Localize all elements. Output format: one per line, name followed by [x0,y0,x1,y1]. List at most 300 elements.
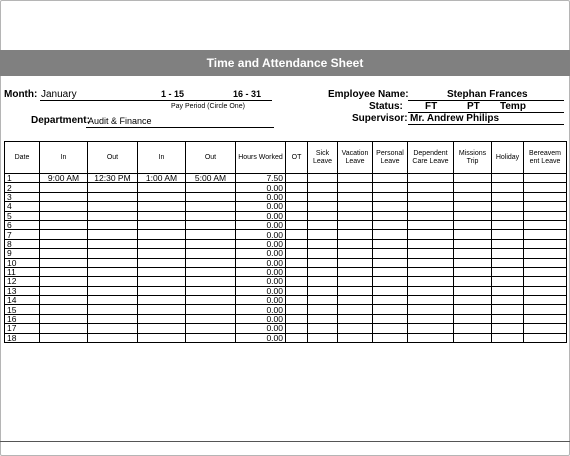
cell-out-1[interactable] [88,258,138,267]
table-row [5,174,567,183]
column-header-personal-leave: Personal Leave [373,142,408,174]
cell-hours-worked[interactable]: 0.00 [236,239,286,248]
cell-ot[interactable] [286,220,308,229]
cell-personal-leave[interactable] [373,333,408,342]
cell-missions-trip[interactable] [454,277,492,286]
cell-personal-leave[interactable] [373,267,408,276]
cell-missions-trip[interactable] [454,239,492,248]
cell-date[interactable]: 7 [5,230,40,239]
table-row [5,220,567,229]
cell-dependent-care-leave[interactable] [408,174,454,183]
cell-out-2[interactable] [186,333,236,342]
cell-out-2[interactable] [186,211,236,220]
cell-ot[interactable] [286,183,308,192]
cell-bereavement-leave[interactable] [524,230,567,239]
cell-vacation-leave[interactable] [338,220,373,229]
cell-missions-trip[interactable] [454,211,492,220]
cell-in-2[interactable] [138,314,186,323]
cell-date[interactable]: 15 [5,305,40,314]
cell-sick-leave[interactable] [308,174,338,183]
cell-date[interactable]: 10 [5,258,40,267]
cell-holiday[interactable] [492,258,524,267]
bottom-rule [0,441,570,442]
cell-vacation-leave[interactable] [338,324,373,333]
cell-date[interactable]: 11 [5,267,40,276]
cell-personal-leave[interactable] [373,183,408,192]
cell-bereavement-leave[interactable] [524,286,567,295]
cell-dependent-care-leave[interactable] [408,192,454,201]
cell-personal-leave[interactable] [373,202,408,211]
cell-hours-worked[interactable]: 0.00 [236,296,286,305]
employee-name-label: Employee Name: [328,89,409,100]
cell-ot[interactable] [286,277,308,286]
cell-out-2[interactable] [186,286,236,295]
cell-missions-trip[interactable] [454,333,492,342]
cell-ot[interactable] [286,258,308,267]
cell-hours-worked[interactable]: 0.00 [236,192,286,201]
cell-holiday[interactable] [492,174,524,183]
cell-out-1[interactable] [88,333,138,342]
department-label: Department: [31,115,90,126]
pay-period-note: Pay Period (Circle One) [171,103,245,110]
cell-missions-trip[interactable] [454,305,492,314]
cell-out-2[interactable] [186,258,236,267]
cell-holiday[interactable] [492,324,524,333]
cell-missions-trip[interactable] [454,183,492,192]
cell-bereavement-leave[interactable] [524,192,567,201]
cell-in-2[interactable] [138,324,186,333]
cell-hours-worked[interactable]: 0.00 [236,230,286,239]
cell-hours-worked[interactable]: 0.00 [236,324,286,333]
cell-in-1[interactable] [40,267,88,276]
cell-date[interactable]: 8 [5,239,40,248]
cell-date[interactable]: 5 [5,211,40,220]
cell-hours-worked[interactable]: 0.00 [236,333,286,342]
cell-out-1[interactable] [88,183,138,192]
cell-bereavement-leave[interactable] [524,305,567,314]
cell-in-2[interactable] [138,258,186,267]
cell-date[interactable]: 1 [5,174,40,183]
cell-in-2[interactable] [138,286,186,295]
cell-dependent-care-leave[interactable] [408,286,454,295]
cell-ot[interactable] [286,202,308,211]
department-value[interactable]: Audit & Finance [88,116,152,126]
cell-in-2[interactable] [138,296,186,305]
cell-out-1[interactable] [88,220,138,229]
cell-holiday[interactable] [492,202,524,211]
cell-ot[interactable] [286,230,308,239]
supervisor-label: Supervisor: [352,113,408,124]
cell-sick-leave[interactable] [308,296,338,305]
cell-date[interactable]: 14 [5,296,40,305]
table-row [5,305,567,314]
cell-ot[interactable] [286,267,308,276]
cell-holiday[interactable] [492,192,524,201]
table-row [5,230,567,239]
cell-out-2[interactable] [186,183,236,192]
cell-in-1[interactable] [40,220,88,229]
cell-sick-leave[interactable] [308,202,338,211]
cell-personal-leave[interactable] [373,220,408,229]
cell-ot[interactable] [286,324,308,333]
table-row [5,324,567,333]
table-row [5,333,567,342]
cell-holiday[interactable] [492,239,524,248]
table-row [5,192,567,201]
cell-in-2[interactable]: 1:00 AM [138,174,186,183]
cell-out-2[interactable] [186,277,236,286]
cell-in-1[interactable] [40,239,88,248]
cell-dependent-care-leave[interactable] [408,230,454,239]
cell-bereavement-leave[interactable] [524,202,567,211]
cell-holiday[interactable] [492,267,524,276]
cell-hours-worked[interactable]: 0.00 [236,305,286,314]
cell-holiday[interactable] [492,249,524,258]
column-header-in-1: In [40,142,88,174]
cell-vacation-leave[interactable] [338,211,373,220]
cell-out-1[interactable] [88,211,138,220]
cell-personal-leave[interactable] [373,230,408,239]
cell-ot[interactable] [286,305,308,314]
cell-in-1[interactable] [40,286,88,295]
cell-holiday[interactable] [492,314,524,323]
cell-in-1[interactable] [40,192,88,201]
cell-vacation-leave[interactable] [338,192,373,201]
cell-missions-trip[interactable] [454,249,492,258]
cell-out-2[interactable] [186,192,236,201]
cell-out-1[interactable] [88,314,138,323]
cell-vacation-leave[interactable] [338,314,373,323]
column-header-holiday: Holiday [492,142,524,174]
sheet-title: Time and Attendance Sheet [206,56,364,70]
cell-out-2[interactable] [186,239,236,248]
cell-dependent-care-leave[interactable] [408,183,454,192]
cell-vacation-leave[interactable] [338,305,373,314]
cell-ot[interactable] [286,211,308,220]
cell-sick-leave[interactable] [308,192,338,201]
cell-sick-leave[interactable] [308,239,338,248]
cell-personal-leave[interactable] [373,174,408,183]
cell-in-2[interactable] [138,333,186,342]
cell-in-1[interactable]: 9:00 AM [40,174,88,183]
cell-missions-trip[interactable] [454,314,492,323]
cell-date[interactable]: 18 [5,333,40,342]
cell-holiday[interactable] [492,305,524,314]
cell-out-2[interactable] [186,220,236,229]
cell-out-1[interactable] [88,239,138,248]
cell-in-2[interactable] [138,220,186,229]
cell-out-2[interactable] [186,230,236,239]
column-header-ot: OT [286,142,308,174]
cell-sick-leave[interactable] [308,258,338,267]
column-header-bereavement-leave: Bereavem ent Leave [524,142,567,174]
sheet-title-bar [0,50,570,76]
cell-date[interactable]: 3 [5,192,40,201]
cell-hours-worked[interactable]: 0.00 [236,277,286,286]
cell-missions-trip[interactable] [454,202,492,211]
cell-ot[interactable] [286,249,308,258]
cell-date[interactable]: 4 [5,202,40,211]
cell-vacation-leave[interactable] [338,333,373,342]
column-header-sick-leave: Sick Leave [308,142,338,174]
cell-in-2[interactable] [138,277,186,286]
cell-dependent-care-leave[interactable] [408,296,454,305]
cell-holiday[interactable] [492,183,524,192]
cell-dependent-care-leave[interactable] [408,324,454,333]
cell-holiday[interactable] [492,230,524,239]
cell-in-1[interactable] [40,258,88,267]
cell-out-1[interactable] [88,230,138,239]
table-row [5,183,567,192]
cell-in-1[interactable] [40,202,88,211]
cell-hours-worked[interactable]: 0.00 [236,211,286,220]
cell-in-2[interactable] [138,239,186,248]
cell-date[interactable]: 2 [5,183,40,192]
cell-vacation-leave[interactable] [338,183,373,192]
cell-vacation-leave[interactable] [338,249,373,258]
cell-dependent-care-leave[interactable] [408,258,454,267]
cell-in-2[interactable] [138,192,186,201]
cell-out-2[interactable] [186,324,236,333]
table-row [5,314,567,323]
cell-holiday[interactable] [492,211,524,220]
supervisor-value[interactable]: Mr. Andrew Philips [410,113,500,124]
cell-bereavement-leave[interactable] [524,211,567,220]
cell-dependent-care-leave[interactable] [408,239,454,248]
cell-personal-leave[interactable] [373,211,408,220]
cell-sick-leave[interactable] [308,211,338,220]
cell-hours-worked[interactable]: 0.00 [236,202,286,211]
cell-out-2[interactable] [186,305,236,314]
cell-bereavement-leave[interactable] [524,333,567,342]
cell-sick-leave[interactable] [308,277,338,286]
cell-in-2[interactable] [138,202,186,211]
cell-out-1[interactable] [88,202,138,211]
cell-out-1[interactable] [88,277,138,286]
column-header-in-2: In [138,142,186,174]
cell-hours-worked[interactable]: 7.50 [236,174,286,183]
cell-missions-trip[interactable] [454,220,492,229]
cell-in-1[interactable] [40,183,88,192]
cell-out-1[interactable] [88,249,138,258]
cell-dependent-care-leave[interactable] [408,249,454,258]
cell-holiday[interactable] [492,277,524,286]
cell-missions-trip[interactable] [454,267,492,276]
cell-vacation-leave[interactable] [338,202,373,211]
cell-ot[interactable] [286,286,308,295]
cell-out-2[interactable] [186,296,236,305]
cell-bereavement-leave[interactable] [524,324,567,333]
cell-sick-leave[interactable] [308,230,338,239]
cell-holiday[interactable] [492,333,524,342]
cell-dependent-care-leave[interactable] [408,277,454,286]
cell-hours-worked[interactable]: 0.00 [236,258,286,267]
cell-in-1[interactable] [40,324,88,333]
table-row [5,249,567,258]
month-value[interactable]: January [41,89,77,100]
cell-missions-trip[interactable] [454,324,492,333]
cell-personal-leave[interactable] [373,258,408,267]
cell-sick-leave[interactable] [308,333,338,342]
cell-bereavement-leave[interactable] [524,314,567,323]
cell-in-1[interactable] [40,230,88,239]
cell-bereavement-leave[interactable] [524,277,567,286]
cell-bereavement-leave[interactable] [524,239,567,248]
cell-sick-leave[interactable] [308,183,338,192]
cell-hours-worked[interactable]: 0.00 [236,267,286,276]
cell-personal-leave[interactable] [373,296,408,305]
cell-date[interactable]: 17 [5,324,40,333]
status-temp-option[interactable]: Temp [500,101,526,112]
pay-period-second-half[interactable]: 16 - 31 [233,89,262,99]
cell-sick-leave[interactable] [308,305,338,314]
cell-missions-trip[interactable] [454,258,492,267]
cell-out-1[interactable] [88,305,138,314]
cell-in-2[interactable] [138,305,186,314]
cell-vacation-leave[interactable] [338,296,373,305]
cell-hours-worked[interactable]: 0.00 [236,249,286,258]
cell-out-2[interactable] [186,314,236,323]
cell-out-1[interactable] [88,286,138,295]
supervisor-underline [408,124,564,125]
cell-personal-leave[interactable] [373,324,408,333]
cell-bereavement-leave[interactable] [524,183,567,192]
status-ft-option[interactable]: FT [425,101,438,112]
table-row [5,211,567,220]
cell-holiday[interactable] [492,286,524,295]
cell-out-2[interactable] [186,202,236,211]
cell-ot[interactable] [286,333,308,342]
cell-hours-worked[interactable]: 0.00 [236,183,286,192]
cell-out-2[interactable]: 5:00 AM [186,174,236,183]
cell-hours-worked[interactable]: 0.00 [236,220,286,229]
cell-in-1[interactable] [40,305,88,314]
cell-hours-worked[interactable]: 0.00 [236,286,286,295]
cell-in-1[interactable] [40,314,88,323]
cell-vacation-leave[interactable] [338,277,373,286]
cell-vacation-leave[interactable] [338,174,373,183]
cell-bereavement-leave[interactable] [524,267,567,276]
cell-missions-trip[interactable] [454,296,492,305]
column-header-vacation-leave: Vacation Leave [338,142,373,174]
status-label: Status: [369,101,403,112]
cell-missions-trip[interactable] [454,192,492,201]
cell-hours-worked[interactable]: 0.00 [236,314,286,323]
cell-personal-leave[interactable] [373,277,408,286]
table-row [5,286,567,295]
cell-date[interactable]: 13 [5,286,40,295]
cell-out-1[interactable] [88,267,138,276]
cell-out-1[interactable] [88,324,138,333]
cell-vacation-leave[interactable] [338,258,373,267]
cell-date[interactable]: 6 [5,220,40,229]
column-header-hours-worked: Hours Worked [236,142,286,174]
cell-in-1[interactable] [40,296,88,305]
cell-dependent-care-leave[interactable] [408,202,454,211]
table-row [5,202,567,211]
cell-in-2[interactable] [138,267,186,276]
cell-missions-trip[interactable] [454,230,492,239]
cell-out-2[interactable] [186,249,236,258]
cell-in-1[interactable] [40,333,88,342]
cell-vacation-leave[interactable] [338,239,373,248]
cell-bereavement-leave[interactable] [524,174,567,183]
cell-dependent-care-leave[interactable] [408,220,454,229]
department-underline [86,127,274,128]
cell-ot[interactable] [286,192,308,201]
cell-vacation-leave[interactable] [338,286,373,295]
cell-vacation-leave[interactable] [338,267,373,276]
cell-out-1[interactable] [88,192,138,201]
cell-sick-leave[interactable] [308,314,338,323]
cell-sick-leave[interactable] [308,249,338,258]
table-header-row [5,142,567,174]
cell-personal-leave[interactable] [373,286,408,295]
cell-personal-leave[interactable] [373,314,408,323]
cell-in-1[interactable] [40,277,88,286]
cell-ot[interactable] [286,239,308,248]
cell-dependent-care-leave[interactable] [408,211,454,220]
cell-sick-leave[interactable] [308,286,338,295]
cell-personal-leave[interactable] [373,249,408,258]
cell-in-2[interactable] [138,183,186,192]
month-label: Month: [4,89,38,100]
table-row [5,267,567,276]
cell-dependent-care-leave[interactable] [408,333,454,342]
cell-date[interactable]: 16 [5,314,40,323]
month-underline [40,100,272,101]
cell-in-2[interactable] [138,230,186,239]
cell-missions-trip[interactable] [454,286,492,295]
cell-ot[interactable] [286,314,308,323]
cell-vacation-leave[interactable] [338,230,373,239]
cell-in-1[interactable] [40,249,88,258]
cell-in-1[interactable] [40,211,88,220]
cell-dependent-care-leave[interactable] [408,305,454,314]
cell-ot[interactable] [286,296,308,305]
employee-name-value[interactable]: Stephan Frances [447,89,528,100]
cell-dependent-care-leave[interactable] [408,267,454,276]
cell-bereavement-leave[interactable] [524,296,567,305]
cell-out-2[interactable] [186,267,236,276]
table-row [5,277,567,286]
cell-date[interactable]: 9 [5,249,40,258]
cell-bereavement-leave[interactable] [524,220,567,229]
cell-out-1[interactable]: 12:30 PM [88,174,138,183]
cell-bereavement-leave[interactable] [524,258,567,267]
cell-date[interactable]: 12 [5,277,40,286]
cell-in-2[interactable] [138,249,186,258]
cell-out-1[interactable] [88,296,138,305]
cell-personal-leave[interactable] [373,192,408,201]
pay-period-first-half[interactable]: 1 - 15 [161,89,185,99]
cell-personal-leave[interactable] [373,239,408,248]
cell-personal-leave[interactable] [373,305,408,314]
cell-missions-trip[interactable] [454,174,492,183]
cell-sick-leave[interactable] [308,324,338,333]
cell-sick-leave[interactable] [308,267,338,276]
cell-dependent-care-leave[interactable] [408,314,454,323]
cell-sick-leave[interactable] [308,220,338,229]
cell-in-2[interactable] [138,211,186,220]
cell-bereavement-leave[interactable] [524,249,567,258]
column-header-missions-trip: Missions Trip [454,142,492,174]
cell-holiday[interactable] [492,296,524,305]
cell-holiday[interactable] [492,220,524,229]
status-pt-option[interactable]: PT [467,101,480,112]
cell-ot[interactable] [286,174,308,183]
column-header-date: Date [5,142,40,174]
